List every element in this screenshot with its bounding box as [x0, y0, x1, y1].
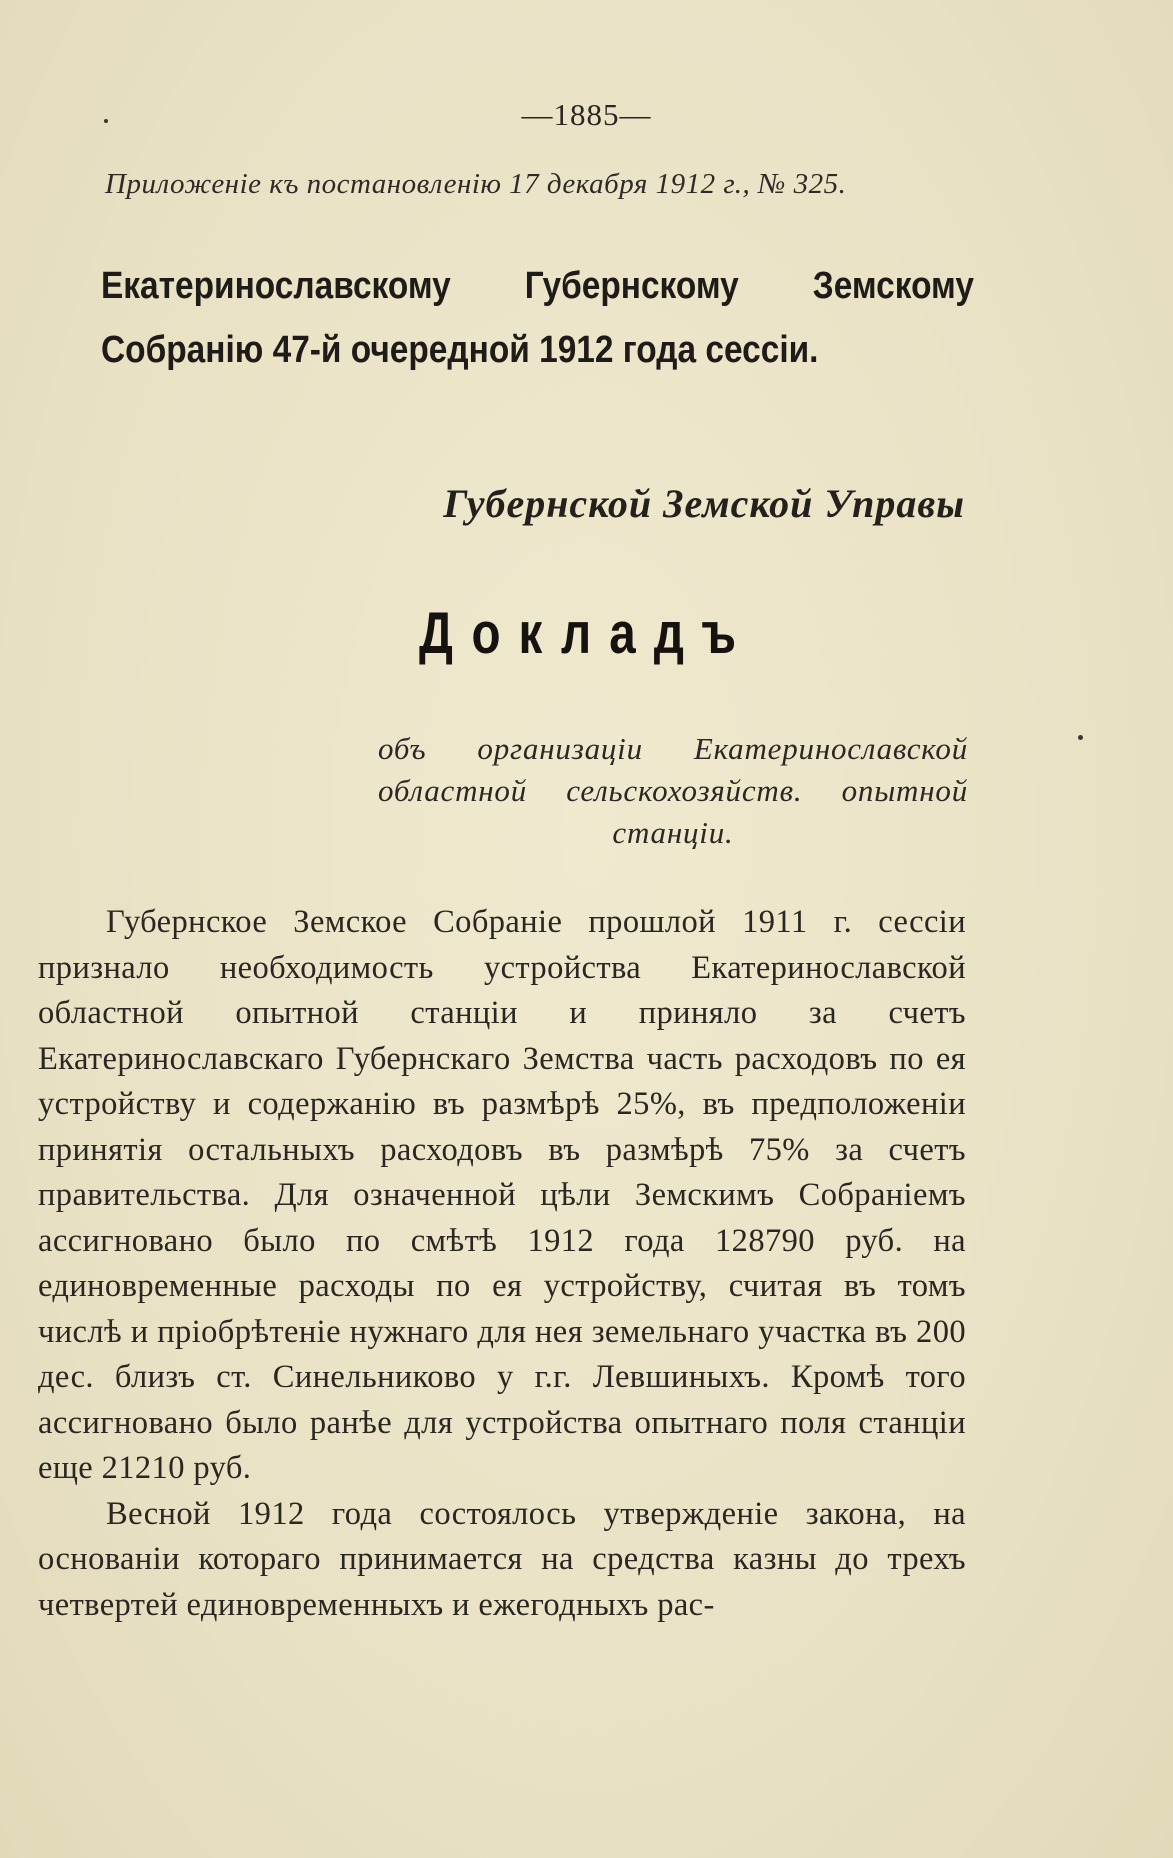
print-speck — [1078, 735, 1083, 740]
report-body — [38, 900, 966, 1628]
issuing-authority: Губернской Земской Управы — [443, 481, 965, 526]
report-subject: объ организацiи Екатеринославской областной сельскохозяйств. опытной станцiи. — [378, 731, 968, 850]
body-paragraph: Губернское Земское Собранiе прошлой 1911 г. сессiи признало необходимость устройства Екатеринославской областной опытной станцiи и приняло за счетъ Екатеринославскаго Губернскаго Земства часть расходовъ по ея устройству и содержанiю въ размѣрѣ 25%, въ предположенiи принятiя остальныхъ расходовъ въ размѣрѣ 75% за счетъ правительства. Для означенной цѣли Земскимъ Собранiемъ ассигновано было по смѣтѣ 1912 года 128790 руб. на единовременные расходы по ея устройству, считая въ томъ числѣ и прiобрѣтенiе нужнаго для нея земельнаго участка въ 200 дес. близъ ст. Синельниково у г.г. Левшиныхъ. Кромѣ того ассигновано было ранѣе для устройства опытнаго поля станцiи еще 21210 руб. — [38, 904, 966, 1486]
appendix-note: Приложенiе къ постановленiю 17 декабря 1912 г., № 325. — [105, 168, 847, 200]
page-number: —1885— — [521, 97, 652, 132]
body-paragraph: Весной 1912 года состоялось утвержденiе закона, на основанiи котораго принимается на средства казны до трехъ четвертей единовременныхъ и ежегодныхъ рас- — [38, 1495, 966, 1623]
report-title: Докладъ — [418, 601, 755, 666]
document-heading: Екатеринославскому Губернскому Земскому Собранiю 47-й очередной 1912 года сессiи. — [101, 265, 974, 371]
